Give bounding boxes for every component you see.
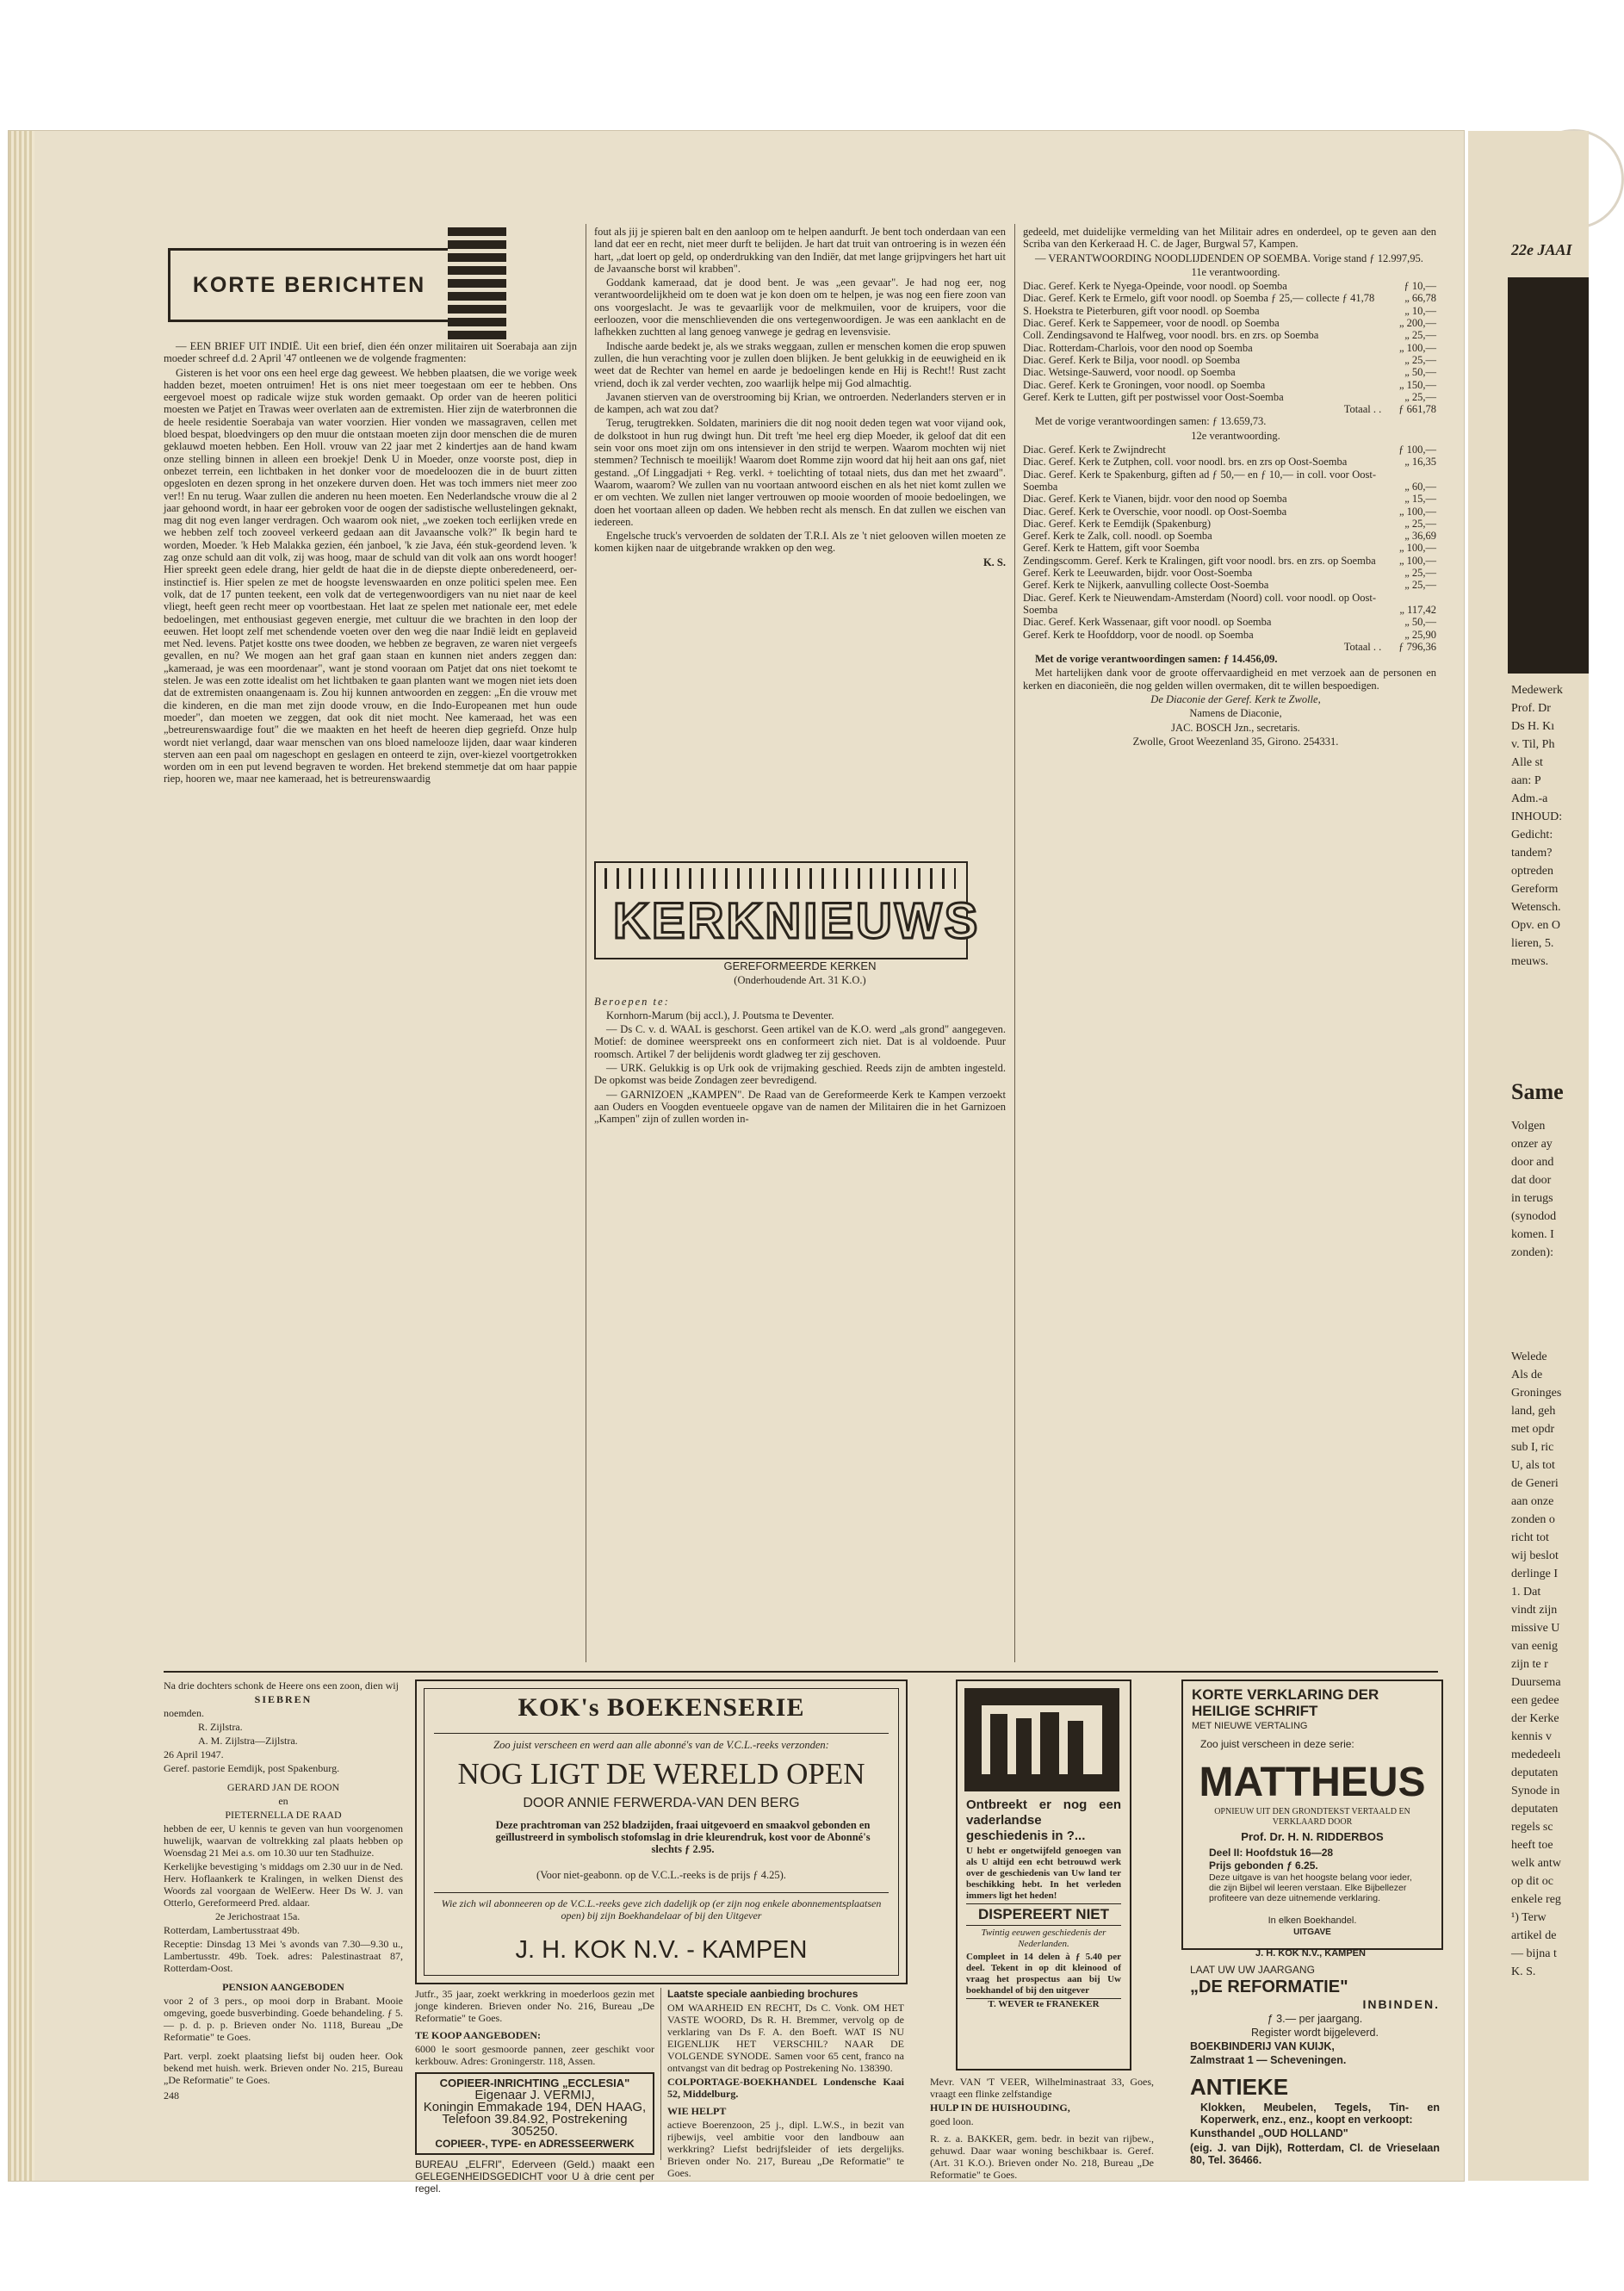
article-paragraph: — URK. Gelukkig is op Urk ook de vrijmaking geschied. Reeds zijn de ambten ingesteld. De opkomst was beide Zondagen zeer bevredigend. <box>594 1062 1006 1087</box>
ad-shop: Kunsthandel „OUD HOLLAND" <box>1190 2127 1348 2140</box>
next-page-fragment: INHOUD: <box>1511 810 1563 823</box>
donation-row <box>1023 292 1436 304</box>
donation-row <box>1023 629 1436 641</box>
subscribe-note: Wie zich wil abonneeren op de V.C.L.-reeks geve zich dadelijk op (er zijn nog enkele abonnementsplaatsen open) bij zijn Boekhandelaar of bij den Uitgever <box>434 1892 889 1922</box>
dispereert-niet-ad <box>956 1679 1131 2071</box>
ad-title: ANTIEKE <box>1190 2073 1289 2100</box>
next-page-fragment: richt tot <box>1511 1531 1549 1544</box>
next-page-fragment: Duursema <box>1511 1676 1561 1689</box>
birth-date: 26 April 1947. <box>164 1748 224 1760</box>
book-title: MATTHEUS <box>1199 1760 1426 1805</box>
next-page-fragment: sub I, ric <box>1511 1441 1554 1454</box>
donation-row <box>1023 567 1436 579</box>
signature: K. S. <box>982 556 1006 568</box>
next-page-fragment: ¹) Terw <box>1511 1911 1547 1924</box>
donation-amount: „ 66,78 <box>1404 292 1436 305</box>
donation-row <box>1023 493 1436 505</box>
ad-address: (eig. J. van Dijk), Rotterdam, Cl. de Vrieselaan 80, Tel. 36466. <box>1190 2141 1440 2166</box>
column-verantwoording <box>1023 226 1436 1662</box>
wedding-name: PIETERNELLA DE RAAD <box>225 1809 342 1821</box>
ad-title: KOK's BOEKENSERIE <box>518 1693 805 1722</box>
birth-address: Geref. pastorie Eemdijk, post Spakenburg. <box>164 1762 340 1774</box>
kerknieuws-subtitle-2: (Onderhoudende Art. 31 K.O.) <box>734 974 866 987</box>
article-paragraph: — GARNIZOEN „KAMPEN". De Raad van de Gereformeerde Kerk te Kampen verzoekt aan Ouders en Voogden eventueele opgave van de namen der Militairen die in het Garnizoen „Kampen" zijn of zullen worden in- <box>594 1088 1006 1126</box>
next-page-fragment: Synode in <box>1511 1785 1560 1797</box>
wedding-name: GERARD JAN DE ROON <box>226 1781 340 1793</box>
total-value: ƒ 796,36 <box>1398 640 1436 653</box>
ecclesia-phone: Telefoon 39.84.92, Postrekening 305250. <box>442 2112 628 2139</box>
donation-amount: „ 25,90 <box>1404 628 1436 641</box>
donation-amount: „ 50,— <box>1404 366 1436 379</box>
next-page-fragment: dat door <box>1511 1174 1552 1187</box>
wedding-city: Rotterdam, <box>164 1924 210 1936</box>
donation-amount: „ 50,— <box>1404 616 1436 629</box>
book-author: Prof. Dr. H. N. RIDDERBOS <box>1241 1830 1384 1843</box>
ads-column-right <box>1190 1964 1440 2170</box>
next-page-fragment: Als de <box>1511 1369 1543 1381</box>
article-paragraph: — Ds C. v. d. WAAL is geschorst. Geen artikel van de K.O. werd „als grond" aangegeven. Motief: de dominee weerspreekt ons en conformeert zich niet. Dat is al voldoende. Puur roomsch. Artikel 7 der belijdenis wordt gladweg ter zij geschoven. <box>594 1023 1006 1060</box>
book-shop: In elken Boekhandel. <box>1268 1915 1357 1926</box>
column-divider <box>660 1988 661 2160</box>
next-page-fragment: Alle st <box>1511 756 1543 769</box>
next-page-fragment: in terugs <box>1511 1192 1553 1205</box>
donation-row <box>1023 444 1436 456</box>
next-page-fragment: met opdr <box>1511 1423 1555 1436</box>
donation-amount: „ 100,— <box>1398 341 1436 354</box>
donation-row <box>1023 592 1436 617</box>
column-divider <box>1014 224 1015 1662</box>
donation-text: Geref. Kerk te Zalk, coll. noodl. op Soemba <box>1023 530 1212 543</box>
ad-subtitle: MET NIEUWE VERTALING <box>1192 1721 1308 1731</box>
book-author: DOOR ANNIE FERWERDA-VAN DEN BERG <box>523 1796 800 1810</box>
donation-amount: „ 150,— <box>1398 378 1436 391</box>
beroepen-label: Beroepen te: <box>594 995 670 1008</box>
ad-intro: Zoo juist verscheen en werd aan alle abonné's van de V.C.L.-reeks verzonden: <box>434 1733 889 1752</box>
donation-amount: „ 200,— <box>1398 317 1436 330</box>
next-page-fragment: mededeelı <box>1511 1748 1561 1761</box>
price-note: (Voor niet-geabonn. op de V.C.L.-reeks is de prijs ƒ 4.25). <box>536 1869 786 1881</box>
donation-amount: „ 100,— <box>1398 542 1436 555</box>
ads-divider <box>164 1671 1438 1673</box>
next-page-fragment: Adm.-a <box>1511 792 1548 805</box>
book-desc: OPNIEUW UIT DEN GRONDTEKST VERTAALD EN VERKLAARD DOOR <box>1214 1807 1410 1827</box>
ad-text: Jutfr., 35 jaar, zoekt werkkring in moederloos gezin met jonge kinderen. Brieven onder No. 216, Bureau „De Reformatie" te Goes. <box>415 1988 654 2024</box>
ad-title: DISPEREERT NIET <box>966 1903 1121 1926</box>
next-page-fragment: der Kerke <box>1511 1712 1559 1725</box>
donation-amount: „ 100,— <box>1398 554 1436 567</box>
list-title: 12e verantwoording. <box>1191 429 1280 442</box>
next-page-fragment: (synodod <box>1511 1210 1557 1223</box>
donation-text: Geref. Kerk te Hattem, gift voor Soemba <box>1023 542 1199 555</box>
ad-offer: Compleet in 14 delen à ƒ 5.40 per deel. Tekent in op dit kleinood of vraag het prospectus aan bij Uw boekhandel of bij den uitgever <box>966 1952 1121 1996</box>
next-page-fragment: v. Til, Ph <box>1511 738 1555 751</box>
next-page-fragment: komen. I <box>1511 1228 1554 1241</box>
donation-amount: „ 25,— <box>1404 567 1436 580</box>
list-title: 11e verantwoording. <box>1191 265 1280 278</box>
wedding-address: 2e Jerichostraat 15a. <box>215 1910 301 1922</box>
next-page-fragment: Prof. Dr <box>1511 702 1551 715</box>
donation-amount: „ 25,— <box>1404 579 1436 592</box>
donation-amount: „ 25,— <box>1404 329 1436 342</box>
ecclesia-address: Koningin Emmakade 194, DEN HAAG, <box>423 2100 647 2114</box>
verpl-text: Part. verpl. zoekt plaatsing liefst bij ouden heer. Ook bekend met huish. werk. Brieven onder No. 215, Bureau „De Reformatie" te Goes. <box>164 2050 403 2086</box>
donation-text: Diac. Geref. Kerk te Vianen, bijdr. voor den nood op Soemba <box>1023 493 1287 506</box>
donation-text: Geref. Kerk te Nijkerk, aanvulling collecte Oost-Soemba <box>1023 579 1269 592</box>
ad-text: COLPORTAGE-BOEKHANDEL Londensche Kaai 52, Middelburg. <box>667 2076 904 2100</box>
book-uitgave: UITGAVE <box>1293 1928 1331 1937</box>
birth-announcement: Na drie dochters schonk de Heere ons een zoon, dien wij <box>164 1679 399 1692</box>
kerknieuws-banner <box>594 861 981 959</box>
column-letter-continued <box>594 226 1006 854</box>
kv-publisher: J. H. KOK N.V., KAMPEN <box>1255 1948 1366 1959</box>
donation-row <box>1023 506 1436 518</box>
article-paragraph: Terug, terugtrekken. Soldaten, mariniers die dit nog nooit deden tegen wat voor vijand ook, de dolkstoot in hun rug dwingt hun. Dit treft 'me heel erg diep Moeder, ik geloof dat dit een sein voor ons moet zijn om ons intensiever in den strijd te werpen. Waarom mochten wij niet stemmen? Technisch te moeilijk! Waarom doet Romme zijn woord dat hij heit aan ons gaf, niet gestand. „Of Linggadjati + Reg. verkl. + toelichting of totaal niets, dus dan met het zwaard". Waarom, waarom? We zullen van nu voortaan antwoord eischen en als het niet komt zullen we er om vechten. We zullen niet langer vertrouwen op mooie woorden of mooie bedoelingen, we doen het voortaan alleen op daden. We hebben recht als mensch. En dat zullen we eischen van iedereen. <box>594 417 1006 528</box>
donation-list-12 <box>1023 444 1436 641</box>
ecclesia-title: COPIEER-INRICHTING „ECCLESIA" <box>439 2077 630 2089</box>
pension-title: PENSION AANGEBODEN <box>222 1981 344 1993</box>
list-total <box>1023 641 1436 653</box>
donation-text: Geref. Kerk te Hoofddorp, voor de noodl. op Soemba <box>1023 628 1254 641</box>
donation-text: Diac. Geref. Kerk te Zwijndrecht <box>1023 444 1166 456</box>
donation-amount: „ 15,— <box>1404 493 1436 506</box>
donation-row <box>1023 579 1436 591</box>
next-page-fragment: Wetensch. <box>1511 901 1561 914</box>
next-page-fragment: de Generi <box>1511 1477 1559 1490</box>
ecclesia-ad <box>415 2072 654 2155</box>
next-page-fragment: missive U <box>1511 1622 1560 1635</box>
ad-text: R. z. a. BAKKER, gem. bedr. in bezit van rijbew., gehuwd. Daar waar woning beschikbaar is. Geref. (Art. 31 K.O.). Brieven onder No. 218, Bureau „De Reformatie" te Goes. <box>930 2133 1154 2181</box>
donation-list-11 <box>1023 280 1436 403</box>
next-page-fragment: enkele reg <box>1511 1893 1561 1906</box>
section-title: KORTE BERICHTEN <box>192 272 426 297</box>
page-edge-stack <box>9 131 34 2181</box>
donation-text: Diac. Geref. Kerk Wassenaar, gift voor noodl. op Soemba <box>1023 616 1272 629</box>
donation-amount: „ 117,42 <box>1399 603 1436 616</box>
donation-text: Diac. Geref. Kerk te Zutphen, coll. voor noodl. brs. en zrs op Oost-Soemba <box>1023 456 1348 469</box>
ad-text: BUREAU „ELFRI", Ederveen (Geld.) maakt een GELEGENHEIDSGEDICHT voor U à drie cent per regel. <box>415 2158 654 2195</box>
next-page-fragment: regels sc <box>1511 1821 1553 1834</box>
next-page-fragment: optreden <box>1511 865 1553 878</box>
birth-parent: R. Zijlstra. <box>198 1721 243 1733</box>
donation-row <box>1023 530 1436 542</box>
next-page-fragment: aan: P <box>1511 774 1541 787</box>
donation-row <box>1023 456 1436 468</box>
donation-row <box>1023 379 1436 391</box>
ad-body: U hebt er ongetwijfeld genoegen van als U altijd een echt betrouwd werk over de geschiedenis van Uw land ter beschikking hebt. In het verleden immers ligt het heden! <box>966 1846 1121 1901</box>
donation-amount: „ 100,— <box>1398 505 1436 518</box>
running-total: Met de vorige verantwoordingen samen: ƒ 13.659,73. <box>1035 415 1267 428</box>
donation-text: Diac. Geref. Kerk te Eemdijk (Spakenburg) <box>1023 517 1212 530</box>
donation-text: Diac. Geref. Kerk te Nyega-Opeinde, voor noodl. op Soemba <box>1023 280 1287 293</box>
thanks-paragraph: Met hartelijken dank voor de groote offervaardigheid en met verzoek aan de personen en kerken en diaconieën, die nog gelden willen overmaken, dit te willen bespoedigen. <box>1023 667 1436 692</box>
banner-ornament <box>604 868 956 889</box>
column-korte-berichten <box>164 340 577 1667</box>
donation-row <box>1023 469 1436 494</box>
donation-row <box>1023 305 1436 317</box>
article-paragraph: — EEN BRIEF UIT INDIË. Uit een brief, dien één onzer militairen uit Soerabaja aan zijn moeder schreef d.d. 2 April '47 ontleenen we de volgende fragmenten: <box>164 340 577 365</box>
donation-amount: „ 60,— <box>1404 480 1436 493</box>
donation-text: Zendingscomm. Geref. Kerk te Kralingen, gift voor noodl. brs. en zrs. op Soemba <box>1023 554 1376 567</box>
publisher: J. H. KOK N.V. - KAMPEN <box>515 1936 808 1964</box>
next-page-fragment: artikel de <box>1511 1929 1557 1942</box>
next-page-fragment: een gedee <box>1511 1694 1559 1707</box>
donation-row <box>1023 616 1436 628</box>
next-page-fragment: K. S. <box>1511 1965 1536 1978</box>
ad-text: Klokken, Meubelen, Tegels, Tin- en Koperwerk, enz., enz., koopt en verkoopt: <box>1200 2101 1440 2126</box>
ads-mid-left <box>415 1988 654 2195</box>
book-price: Prijs gebonden ƒ 6.25. <box>1209 1859 1318 1872</box>
total-value: ƒ 661,78 <box>1398 403 1436 416</box>
donation-amount: „ 25,— <box>1404 353 1436 366</box>
ads-veer <box>930 2076 1154 2181</box>
book-illustration-icon <box>964 1688 1119 1791</box>
signoff-line: Zwolle, Groot Weezenland 35, Girono. 254331. <box>1132 735 1339 748</box>
ecclesia-owner: Eigenaar J. VERMIJ, <box>474 2088 595 2102</box>
article-paragraph: Javanen stierven van de overstrooming bij Krian, we ontroerden. Nederlanders sterven er in de kampen, ach wat zou dat? <box>594 390 1006 416</box>
book-text: Deze uitgave is van het hoogste belang voor ieder, die zijn Bijbel wil leeren verstaan. Elke Bijbellezer profiteere van deze uitnemende verklaring. <box>1209 1872 1412 1903</box>
ad-text-bold: HULP IN DE HUISHOUDING, <box>930 2102 1070 2114</box>
ad-subtitle: Twintig eeuwen geschiedenis der Nederlanden. <box>981 1928 1106 1949</box>
next-page-fragment: lieren, 5. <box>1511 937 1554 950</box>
banner-title: KERKNIEUWS <box>613 893 981 949</box>
ad-publisher: T. WEVER te FRANEKER <box>966 1998 1121 2010</box>
ads-mid-right <box>667 1988 904 2179</box>
ad-headline: Ontbreekt er nog een vaderlandse geschiedenis in ?... <box>966 1797 1121 1843</box>
next-page-fragment: derlinge I <box>1511 1568 1559 1580</box>
donation-amount: „ 10,— <box>1404 304 1436 317</box>
ad-address: Zalmstraat 1 — Scheveningen. <box>1190 2054 1347 2067</box>
donation-text: S. Hoekstra te Pieterburen, gift voor noodl. op Soemba <box>1023 304 1260 317</box>
ad-text: actieve Boerenzoon, 25 j., dipl. L.W.S., in bezit van rijbewijs, veel ambitie voor den landbouw aan werkkring? Liefst bedrijfsleider of iets dergelijks. Brieven onder No. 217, Bureau „De Reformatie" te Goes. <box>667 2119 904 2179</box>
ad-intro: Zoo juist verscheen in deze serie: <box>1200 1738 1354 1750</box>
next-page-fragment: 1. Dat <box>1511 1586 1541 1599</box>
next-page-fragment: deputaten <box>1511 1803 1559 1816</box>
article-paragraph: gedeeld, met duidelijke vermelding van het Militair adres en onderdeel, op te geven aan den Scriba van den Kerkeraad H. C. de Jager, Burgwal 57, Kampen. <box>1023 226 1436 251</box>
next-page-fragment: Medewerk <box>1511 684 1563 697</box>
next-page-fragment: Opv. en O <box>1511 919 1561 932</box>
donation-row <box>1023 542 1436 554</box>
next-page-fragment: Ds H. Kı <box>1511 720 1555 733</box>
next-page-fragment: Groninges <box>1511 1387 1562 1400</box>
donation-amount: ƒ 10,— <box>1404 280 1436 293</box>
total-label: Totaal . . <box>1343 403 1382 416</box>
article-paragraph: Goddank kameraad, dat je dood bent. Je was „een gevaar". Je had nog eer, nog verantwoordelijkheid om te doen wat je kon doen om te helpen, je was nog een fiere zoon van ons voorgeslacht. Je was te gevaarlijk voor de melkmuilen, voor de kruipers, voor die eerloozen, voor die menschlievenden die ons vertegenwoordigen. Je was een aanklacht en de lafhekken zuchtten al lang genoeg vanwege je gedrag en levensvisie. <box>594 276 1006 338</box>
ad-title: „DE REFORMATIE" <box>1190 1977 1348 1997</box>
donation-text: Diac. Geref. Kerk te Overschie, voor noodl. op Oost-Soemba <box>1023 505 1287 518</box>
wedding-text: hebben de eer, U kennis te geven van hun voorgenomen huwelijk, waarvan de voltrekking zal plaats hebben op Woensdag 21 Mei a.s. om 10.30 uur ten Stadhuize. <box>164 1822 403 1859</box>
donation-row <box>1023 518 1436 530</box>
list-total <box>1023 403 1436 415</box>
dispereert-text <box>966 1797 1121 2060</box>
ad-publisher: BOEKBINDERIJ VAN KUIJK, <box>1190 2040 1335 2053</box>
ad-line: Register wordt bijgeleverd. <box>1251 2026 1379 2039</box>
next-page-fragment: door and <box>1511 1156 1554 1169</box>
next-page-fragment: — bijna t <box>1511 1947 1557 1960</box>
next-page-fragment: Gedicht: <box>1511 829 1553 841</box>
next-page-fragment: land, geh <box>1511 1405 1556 1418</box>
next-page-fragment: op dit oc <box>1511 1875 1553 1888</box>
next-page-masthead <box>1508 277 1589 674</box>
column-kerknieuws <box>594 960 1006 1662</box>
ad-text: goed loon. <box>930 2115 974 2127</box>
next-page-fragment: kennis v <box>1511 1730 1553 1743</box>
birth-line: noemden. <box>164 1707 204 1719</box>
ad-line: LAAT UW UW JAARGANG <box>1190 1964 1315 1976</box>
next-page-fragment: tandem? <box>1511 847 1553 860</box>
donation-text: Coll. Zendingsavond te Halfweg, voor noodl. brs. en zrs. op Soemba <box>1023 329 1319 342</box>
wedding-and: en <box>278 1795 288 1807</box>
page-number: 248 <box>164 2089 179 2102</box>
ad-text: OM WAARHEID EN RECHT, Ds C. Vonk. OM HET VASTE WOORD, Ds R. H. Bremmer, vervolg op de verklaring van Ds F. A. den Boeft. WAT IS NU EIGENLIJK HET VERSCHIL? NAAR DE VOLGENDE SYNODE. Samen voor 65 cent, franco na ontvangst van dit bedrag op Postrekening No. 138390. <box>667 2002 904 2074</box>
pension-text: voor 2 of 3 pers., op mooi dorp in Brabant. Mooie omgeving, goede busverbinding. Goede behandeling. ƒ 5.— p. d. p. p. Brieven onder No. 1118, Bureau „De Reformatie" te Goes. <box>164 1995 403 2043</box>
next-page-fragment: zonden o <box>1511 1513 1555 1526</box>
birth-parent: A. M. Zijlstra—Zijlstra. <box>198 1735 298 1747</box>
kok-boekenserie-ad <box>415 1679 908 1984</box>
ad-title: WIE HELPT <box>667 2105 727 2117</box>
wedding-reception: Receptie: Dinsdag 13 Mei 's avonds van 7.30—9.30 u., Lambertusstr. 49b. Toek. adres: Palestinastraat 87, Rotterdam-Oost. <box>164 1938 403 1974</box>
next-page-date: 22e JAAI <box>1511 241 1572 258</box>
ad-line: INBINDEN. <box>1362 1997 1440 2012</box>
donation-text: Geref. Kerk te Leeuwarden, bijdr. voor Oost-Soemba <box>1023 567 1253 580</box>
ad-price: ƒ 3.— per jaargang. <box>1267 2012 1363 2025</box>
donation-row <box>1023 280 1436 292</box>
donation-text: Diac. Geref. Kerk te Nieuwendam-Amsterdam (Noord) coll. voor noodl. op Oost-Soemba <box>1023 591 1376 616</box>
donation-text: Diac. Geref. Kerk te Groningen, voor noodl. op Soemba <box>1023 378 1266 391</box>
ad-text: Mevr. VAN 'T VEER, Wilhelminastraat 33, Goes, vraagt een flinke zelfstandige <box>930 2076 1154 2100</box>
article-paragraph: Gisteren is het voor ons een heel erge dag geweest. We hebben plaatsen, die we vorige week hadden bezet, moeten ontruimen! Het is ons niet meer toegestaan om eer te hebben. Ons eergevoel moest op radicale wijze stuk worden gemaakt. Op order van de heeren politici moesten we Patjet en Trawas weer overlaten aan de extremisten. Hier zijn de waterbronnen die de heele residentie Soerabaja van water voorzien. Hier vonden we massagraven, cellen met bloed bespat, bloedvingers op den muur die ontstaan moeten zijn door menschen die de muren geklauwd moeten hebben. Een Holl. vrouw van 22 jaar met 2 kindertjes aan de hand kwam onze stelling binnen in alleen een broekje! Denk U in Moeder, onze voorste post, diep in onbezet terrein, een lichtbaken in het donker voor de moedeloozen die in de buurt zitten opgesloten en dezen sprong in het onzekere durven doen. Het was toch immers niet meer zoo ver!! En nu terug. Waar zullen die anderen nu heen moeten. Een Nederlandsche vrouw die al 2 jaar gehoond wordt, in haar eer gebroken voor de oogen der sadistische wellustelingen geknakt, mag dit nog even langer verdragen. Och waarom ook niet, „we zoeken toch eerlijken vrede en we hebben zelf toch zooveel verkeerd gedaan aan dit Javaansche volk?" Ik begin hard te worden, Moeder. 'k Heb Malakka gezien, één janboel, 'k zie Java, één stuk-geordend leven. 'k zag onze schuld aan dit volk, zij was hoog, maar de schuld van dit volk aan ons wordt hooger! Hier spreekt geen edele drang, hier geldt de haat die in de diepste diepte onberedeneerd, oer-instinctief is. Hier spelen ze met de hoogste levenswaarden en onze politici spelen mee. Een volk, dat de 17 punten teekent, een volk dat de vertegenwoordigers van nu niet naar de keel vliegt, heeft geen recht meer op voortbestaan. Het laat ze spelen met nationale eer, met edele bedoelingen, met enthousiast gegeven energie, met cultuur die we brachten in den loop der eeuwen. Het loopt zelf met schendende voeten over den weg die naar Indië leidt en geplaveid met Ned. levens. Patjet kostte ons twee dooden, we hebben ze begraven, ze waren niet vergeefs gevallen, en nu? We mogen aan het graf gaan staan en kunnen niet anders zeggen dan: „kameraad, je was een moordenaar", want je stond vooraan om Patjet dat ons niet toekomt te stelen. Je was een zotte idealist om het lichtbaken te gaan planten want we mogen niet iets doen dat de extremisten onaangenaam is. Zou hij kunnen antwoorden en zeggen: „En die vrouw met die kinderen, en die man met zijn doode vrouw, en die Indo-Europeanen met hun oude moeder", dan moeten we zeggen, dat ook dit niet mocht. Nee kameraad, het was een „betreurenswaardige fout" die we maakten en het heeft de heeren diep gegriefd. Onze hulp wordt niet verlangd, daar waar menschen van ons bloed namelooze lijden, daar waar kinderen sterven aan een paal om nageschopt en geslagen en onteerd te zijn, over-kiezel voortgetrokken worden om in een put levend begraven te worden. Het brekend stemmetje dat om haar pappie riep, hooren we, maar nee kameraad, het is betreurenswaardig <box>164 366 577 785</box>
donation-text: Diac. Rotterdam-Charlois, voor den nood op Soemba <box>1023 341 1253 354</box>
book-desc: Deze prachtroman van 252 bladzijden, fraai uitgevoerd en smaakvol gebonden en geïllustreerd in symbolisch stofomslag in drie kleurendruk, kost voor de Abonné's slechts ƒ 2.95. <box>495 1819 871 1855</box>
fund-header: — VERANTWOORDING NOODLIJDENDEN OP SOEMBA. Vorige stand ƒ 12.997,95. <box>1035 251 1423 264</box>
donation-text: Diac. Geref. Kerk te Sappemeer, voor de noodl. op Soemba <box>1023 317 1280 330</box>
donation-amount: ƒ 100,— <box>1398 444 1436 456</box>
ad-title: Laatste speciale aanbieding brochures <box>667 1988 858 2000</box>
korte-berichten-header <box>168 248 450 322</box>
book-volume: Deel II: Hoofdstuk 16—28 <box>1209 1847 1334 1859</box>
donation-text: Diac. Geref. Kerk te Bilja, voor noodl. op Soemba <box>1023 353 1241 366</box>
donation-text: Diac. Geref. Kerk te Spakenburg, giften ad ƒ 50,— en ƒ 10,— in coll. voor Oost-Soemba <box>1023 468 1376 493</box>
signoff-line: Namens de Diaconie, <box>1189 707 1282 720</box>
next-page-fragment: Welede <box>1511 1350 1547 1363</box>
next-page-fragment: onzer ay <box>1511 1138 1553 1151</box>
ecclesia-foot: COPIEER-, TYPE- en ADRESSEERWERK <box>435 2138 635 2150</box>
ads-column-left <box>164 1679 403 2132</box>
next-page-fragment: wij beslot <box>1511 1549 1559 1562</box>
korte-verklaring-ad <box>1181 1679 1443 1950</box>
donation-row <box>1023 555 1436 567</box>
donation-row <box>1023 366 1436 378</box>
next-page-fragment: zonden): <box>1511 1246 1553 1259</box>
donation-amount: „ 25,— <box>1404 390 1436 403</box>
ad-title: KORTE VERKLARING DER HEILIGE SCHRIFT <box>1192 1686 1379 1719</box>
book-title: NOG LIGT DE WERELD OPEN <box>457 1757 865 1791</box>
next-page-fragment: Same <box>1511 1079 1564 1104</box>
donation-text: Diac. Wetsinge-Sauwerd, voor noodl. op Soemba <box>1023 366 1236 379</box>
total-label: Totaal . . <box>1343 640 1382 653</box>
donation-amount: „ 25,— <box>1404 517 1436 530</box>
donation-amount: „ 16,35 <box>1404 456 1436 469</box>
signoff-line: JAC. BOSCH Jzn., secretaris. <box>1171 721 1300 734</box>
donation-row <box>1023 329 1436 341</box>
wedding-address: Lambertusstraat 49b. <box>212 1924 300 1936</box>
next-page-strip <box>1468 131 1589 2181</box>
next-page-fragment: Gereform <box>1511 883 1559 896</box>
next-page-fragment: deputaten <box>1511 1766 1559 1779</box>
beroepen-text: Kornhorn-Marum (bij accl.), J. Poutsma te Deventer. <box>606 1009 834 1021</box>
article-paragraph: Engelsche truck's vervoerden de soldaten der T.R.I. Als ze 't niet gelooven willen moeten ze komen kijken naar de uitgebrande wrakken op den weg. <box>594 530 1006 555</box>
running-total: Met de vorige verantwoordingen samen: ƒ 14.456,09. <box>1035 653 1278 666</box>
next-page-fragment: meuws. <box>1511 955 1549 968</box>
article-paragraph: fout als jij je spieren balt en den aanloop om te helpen aandurft. Je bent toch onderdaan van een land dat eer en recht, niet meer durft te belijden. Je hart dat truit van ontroering is in wezen één hart, „dat loert op geld, op onderdrukking van den Indiër, dat met lange grijpvingers het hart uit de Javaansche borst wil krabben". <box>594 226 1006 275</box>
next-page-fragment: aan onze <box>1511 1495 1554 1508</box>
donation-amount: „ 36,69 <box>1404 530 1436 543</box>
next-page-fragment: Volgen <box>1511 1120 1546 1133</box>
donation-row <box>1023 342 1436 354</box>
next-page-fragment: zijn te r <box>1511 1658 1548 1671</box>
donation-text: Geref. Kerk te Lutten, gift per postwissel voor Oost-Soemba <box>1023 390 1284 403</box>
article-paragraph: Indische aarde bedekt je, als we straks weggaan, zullen er menschen komen die erop spuwen zullen, die hun verachting voor je zullen doen blijken. Je bent gelukkig in de eeuwigheid en ik weet dat de Rechter van hemel en aarde je bedoelingen kende en Hij is Recht!! Rust zacht vriend, doch ik zal verder vechten, zoo waarlijk helpe mij God almachtig. <box>594 339 1006 389</box>
kerknieuws-subtitle: GEREFORMEERDE KERKEN <box>723 959 877 972</box>
donation-row <box>1023 391 1436 403</box>
donation-row <box>1023 317 1436 329</box>
next-page-fragment: U, als tot <box>1511 1459 1555 1472</box>
ad-text: 6000 le soort gesmoorde pannen, zeer geschikt voor kerkbouw. Adres: Groningerstr. 118, Assen. <box>415 2043 654 2067</box>
birth-name: SIEBREN <box>254 1693 313 1705</box>
donation-text: Diac. Geref. Kerk te Ermelo, gift voor noodl. op Soemba ƒ 25,— collecte ƒ 41,78 <box>1023 292 1375 305</box>
wedding-church: Kerkelijke bevestiging 's middags om 2.30 uur in de Ned. Herv. Hoflaankerk te Kralingen, in welken Dienst des Woords zal voorgaan de WelEerw. Heer Ds W. J. van Otterlo, Gereformeerd Pred. aldaar. <box>164 1860 403 1909</box>
next-page-fragment: heeft toe <box>1511 1839 1553 1852</box>
donation-row <box>1023 354 1436 366</box>
ad-title: TE KOOP AANGEBODEN: <box>415 2029 542 2041</box>
next-page-fragment: welk antw <box>1511 1857 1561 1870</box>
next-page-fragment: van eenig <box>1511 1640 1559 1653</box>
header-ornament <box>448 227 506 339</box>
signoff-line: De Diaconie der Geref. Kerk te Zwolle, <box>1150 692 1321 705</box>
next-page-fragment: vindt zijn <box>1511 1604 1558 1617</box>
